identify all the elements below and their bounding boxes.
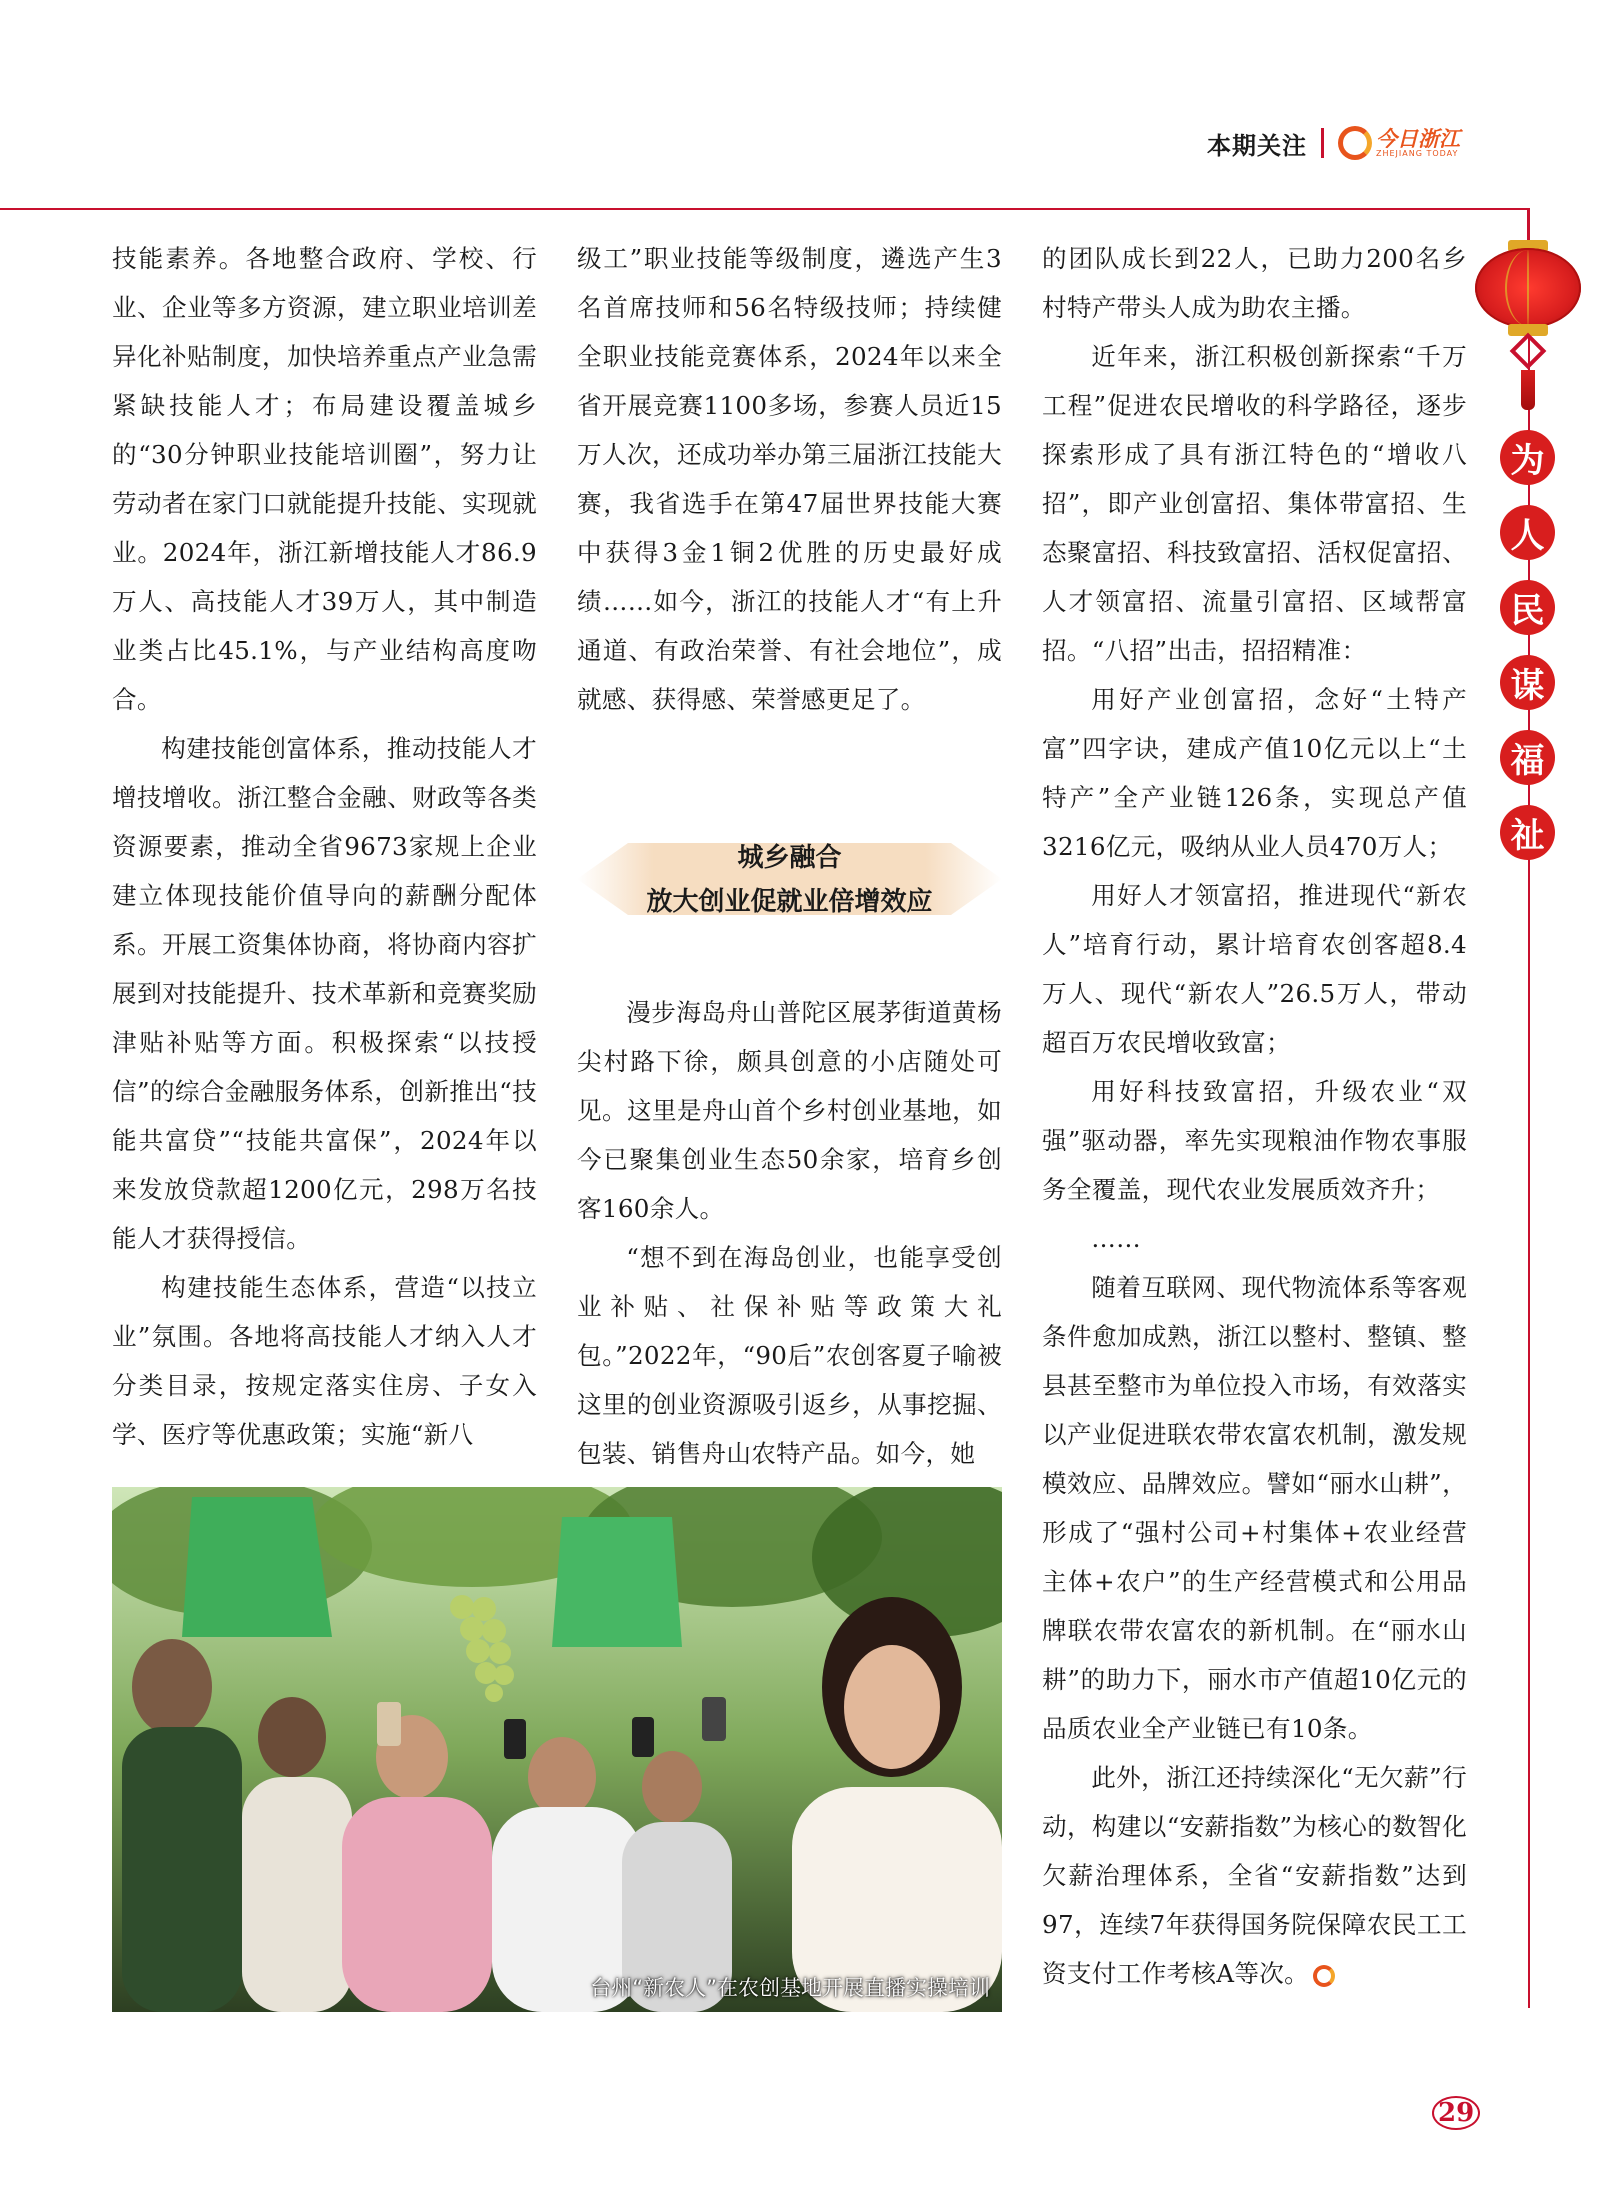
text-column-3 xyxy=(1042,234,1467,1998)
page-header xyxy=(1207,118,1460,168)
paragraph: 构建技能生态体系，营造“以技立业”氛围。各地将高技能人才纳入人才分类目录，按规定落实住房、子女入学、医疗等优惠政策；实施“新八 xyxy=(112,1273,537,1449)
paragraph: 近年来，浙江积极创新探索“千万工程”促进农民增收的科学路径，逐步探索形成了具有浙江特色的“增收八招”，即产业创富招、集体带富招、生态聚富招、科技致富招、活权促富招、人才领富招、流量引富招、区域帮富招。“八招”出击，招招精准： xyxy=(1042,342,1467,665)
paragraph: 的团队成长到22人，已助力200名乡村特产带头人成为助农主播。 xyxy=(1042,244,1467,322)
paragraph: 用好科技致富招，升级农业“双强”驱动器，率先实现粮油作物农事服务全覆盖，现代农业发展质效齐升； xyxy=(1042,1077,1467,1204)
paragraph xyxy=(1042,1753,1467,1998)
title-char: 谋 xyxy=(1500,655,1555,710)
page-number-value: 29 xyxy=(1432,2096,1480,2130)
title-char: 祉 xyxy=(1500,805,1555,860)
logo-chinese-text: 今日浙江 xyxy=(1376,126,1460,151)
vertical-column-title xyxy=(1500,430,1555,860)
header-divider xyxy=(1321,128,1324,158)
magazine-logo xyxy=(1338,126,1460,160)
section-label: 本期关注 xyxy=(1207,131,1307,160)
photo-caption: 台州“新农人”在农创基地开展直播实操培训 xyxy=(590,1976,990,2000)
subheading-line-1: 城乡融合 xyxy=(737,843,842,873)
title-char: 人 xyxy=(1500,505,1555,560)
page-number xyxy=(1432,2098,1480,2128)
end-mark-icon xyxy=(1313,1965,1335,1987)
paragraph: …… xyxy=(1091,1224,1141,1253)
logo-english-text: ZHEJIANG TODAY xyxy=(1376,148,1459,158)
title-char: 福 xyxy=(1500,730,1555,785)
paragraph: 用好产业创富招，念好“土特产富”四字诀，建成产值10亿元以上“土特产”全产业链126条，实现总产值3216亿元，吸纳从业人员470万人； xyxy=(1042,685,1467,861)
text-column-2-top xyxy=(577,234,1002,724)
paragraph: “想不到在海岛创业，也能享受创业补贴、社保补贴等政策大礼包。”2022年，“90后”农创客夏子喻被这里的创业资源吸引返乡，从事挖掘、包装、销售舟山农特产品。如今，她 xyxy=(577,1243,1002,1468)
paragraph: 级工”职业技能等级制度，遴选产生3名首席技师和56名特级技师；持续健全职业技能竞赛体系，2024年以来全省开展竞赛1100多场，参赛人员近15万人次，还成功举办第三届浙江技能大赛，我省选手在第47届世界技能大赛中获得3金1铜2优胜的历史最好成绩……如今，浙江的技能人才“有上升通道、有政治荣誉、有社会地位”，成就感、获得感、荣誉感更足了。 xyxy=(577,244,1002,714)
photo-illustration xyxy=(112,1487,1002,2012)
top-rule xyxy=(0,208,1530,210)
paragraph: 漫步海岛舟山普陀区展茅街道黄杨尖村路下徐，颇具创意的小店随处可见。这里是舟山首个乡村创业基地，如今已聚集创业生态50余家，培育乡创客160余人。 xyxy=(577,998,1002,1223)
subheading-line-2: 放大创业促就业倍增效应 xyxy=(646,887,933,917)
paragraph: 用好人才领富招，推进现代“新农人”培育行动，累计培育农创客超8.4万人、现代“新农人”26.5万人，带动超百万农民增收致富； xyxy=(1042,881,1467,1057)
paragraph-text: 此外，浙江还持续深化“无欠薪”行动，构建以“安薪指数”为核心的数智化欠薪治理体系，全省“安薪指数”达到97，连续7年获得国务院保障农民工工资支付工作考核A等次。 xyxy=(1042,1763,1467,1988)
title-char: 民 xyxy=(1500,580,1555,635)
text-column-2-bottom xyxy=(577,988,1002,1478)
text-column-1 xyxy=(112,234,537,1459)
logo-swirl-icon xyxy=(1338,126,1372,160)
paragraph: 技能素养。各地整合政府、学校、行业、企业等多方资源，建立职业培训差异化补贴制度，加快培养重点产业急需紧缺技能人才；布局建设覆盖城乡的“30分钟职业技能培训圈”，努力让劳动者在家门口就能提升技能、实现就业。2024年，浙江新增技能人才86.9万人、高技能人才39万人，其中制造业类占比45.1%，与产业结构高度吻合。 xyxy=(112,244,537,714)
article-photo xyxy=(112,1487,1002,2012)
title-char: 为 xyxy=(1500,430,1555,485)
paragraph: 随着互联网、现代物流体系等客观条件愈加成熟，浙江以整村、整镇、整县甚至整市为单位投入市场，有效落实以产业促进联农带农富农机制，激发规模效应、品牌效应。譬如“丽水山耕”，形成了“强村公司+村集体+农业经营主体+农户”的生产经营模式和公用品牌联农带农富农的新机制。在“丽水山耕”的助力下，丽水市产值超10亿元的品质农业全产业链已有10条。 xyxy=(1042,1273,1467,1743)
section-subheading xyxy=(577,825,1002,935)
paragraph: 构建技能创富体系，推动技能人才增技增收。浙江整合金融、财政等各类资源要素，推动全省9673家规上企业建立体现技能价值导向的薪酬分配体系。开展工资集体协商，将协商内容扩展到对技能提升、技术革新和竞赛奖励津贴补贴等方面。积极探索“以技授信”的综合金融服务体系，创新推出“技能共富贷”“技能共富保”，2024年以来发放贷款超1200亿元，298万名技能人才获得授信。 xyxy=(112,734,537,1253)
